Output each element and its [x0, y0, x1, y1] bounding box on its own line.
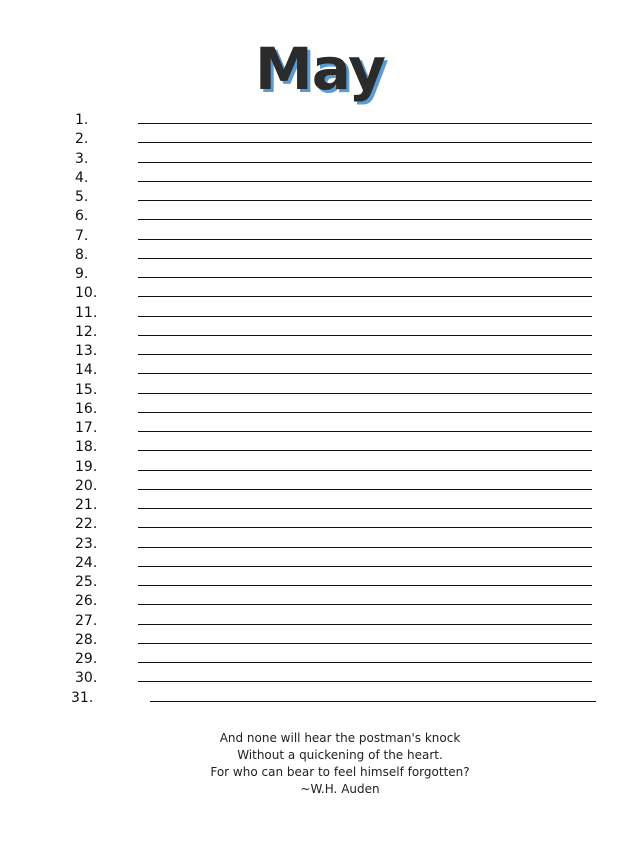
day-entry-row [0, 572, 640, 592]
day-number-label: 15. [75, 381, 98, 398]
writing-line[interactable] [138, 412, 592, 413]
day-number-label: 14. [75, 362, 98, 379]
day-number-label: 20. [75, 477, 98, 494]
writing-line[interactable] [138, 258, 592, 259]
page-title: May [255, 35, 385, 103]
quote-line: For who can bear to feel himself forgotten? [210, 765, 470, 779]
writing-line[interactable] [138, 335, 592, 336]
day-number-label: 28. [75, 631, 98, 648]
day-number-label: 21. [75, 497, 98, 513]
day-entry-row [0, 322, 640, 342]
writing-line[interactable] [138, 393, 592, 394]
day-number-label: 25. [75, 574, 98, 590]
day-number-label: 16. [75, 400, 98, 417]
writing-line[interactable] [138, 681, 592, 682]
day-entry-row [0, 283, 640, 303]
day-entry-row [0, 245, 640, 265]
day-number-label: 18. [75, 439, 98, 456]
day-number-label: 13. [75, 343, 98, 359]
day-entry-row [0, 688, 640, 708]
day-entry-row [0, 495, 640, 515]
day-number-label: 27. [75, 612, 98, 629]
day-number-label: 2. [75, 131, 89, 148]
day-number-label: 4. [75, 169, 89, 186]
day-number-label: 24. [75, 554, 98, 571]
day-entry-row [0, 110, 640, 130]
day-entry-row [0, 437, 640, 457]
day-entry-row [0, 457, 640, 477]
writing-line[interactable] [138, 296, 592, 297]
writing-line[interactable] [138, 585, 592, 586]
writing-line[interactable] [138, 643, 592, 644]
writing-line[interactable] [138, 239, 592, 240]
day-number-label: 17. [75, 420, 98, 436]
day-number-label: 29. [75, 651, 98, 667]
day-number-label: 3. [75, 150, 89, 167]
writing-line[interactable] [138, 277, 592, 278]
writing-line[interactable] [138, 547, 592, 548]
day-number-label: 11. [75, 304, 98, 321]
day-number-label: 19. [75, 458, 98, 475]
quote-attribution: ~W.H. Auden [300, 782, 380, 796]
writing-line[interactable] [138, 662, 592, 663]
writing-line[interactable] [138, 566, 592, 567]
day-entry-row [0, 630, 640, 650]
day-entry-row [0, 668, 640, 688]
day-entry-row [0, 418, 640, 438]
day-entry-row [0, 360, 640, 380]
day-entry-row [0, 303, 640, 323]
writing-line[interactable] [138, 604, 592, 605]
writing-line[interactable] [138, 489, 592, 490]
day-number-label: 31. [71, 689, 94, 706]
quote-line: And none will hear the postman's knock [219, 731, 461, 745]
day-number-label: 7. [75, 227, 89, 244]
day-entry-row [0, 399, 640, 419]
day-entry-row [0, 264, 640, 284]
day-number-label: 8. [75, 246, 89, 263]
quote-line: Without a quickening of the heart. [237, 748, 443, 762]
writing-line[interactable] [138, 316, 592, 317]
day-number-label: 10. [75, 285, 98, 302]
writing-line[interactable] [138, 162, 592, 163]
writing-line[interactable] [138, 470, 592, 471]
day-number-label: 9. [75, 266, 89, 282]
day-number-label: 6. [75, 208, 89, 225]
day-entry-row [0, 611, 640, 631]
day-entry-row [0, 380, 640, 400]
day-entry-row [0, 341, 640, 361]
day-number-label: 22. [75, 516, 98, 533]
writing-line[interactable] [138, 450, 592, 451]
day-entry-row [0, 591, 640, 611]
day-entry-row [0, 168, 640, 188]
writing-line[interactable] [138, 527, 592, 528]
day-entry-row [0, 649, 640, 669]
day-entry-row [0, 514, 640, 534]
day-entry-row [0, 149, 640, 169]
writing-line[interactable] [138, 123, 592, 124]
day-number-label: 12. [75, 323, 98, 340]
writing-line[interactable] [138, 373, 592, 374]
writing-line[interactable] [138, 354, 592, 355]
day-entry-row [0, 226, 640, 246]
writing-line[interactable] [138, 200, 592, 201]
day-number-label: 23. [75, 535, 98, 552]
writing-line[interactable] [138, 219, 592, 220]
day-entry-row [0, 206, 640, 226]
day-entry-row [0, 129, 640, 149]
day-number-label: 5. [75, 189, 89, 205]
day-number-label: 1. [75, 112, 89, 128]
quote-block [0, 730, 640, 798]
writing-line[interactable] [138, 508, 592, 509]
day-entry-row [0, 534, 640, 554]
writing-line[interactable] [150, 701, 596, 702]
writing-line[interactable] [138, 142, 592, 143]
day-entry-row [0, 476, 640, 496]
day-number-label: 30. [75, 670, 98, 687]
writing-line[interactable] [138, 181, 592, 182]
day-entry-row [0, 187, 640, 207]
writing-line[interactable] [138, 624, 592, 625]
day-number-label: 26. [75, 593, 98, 610]
day-entry-row [0, 553, 640, 573]
writing-line[interactable] [138, 431, 592, 432]
